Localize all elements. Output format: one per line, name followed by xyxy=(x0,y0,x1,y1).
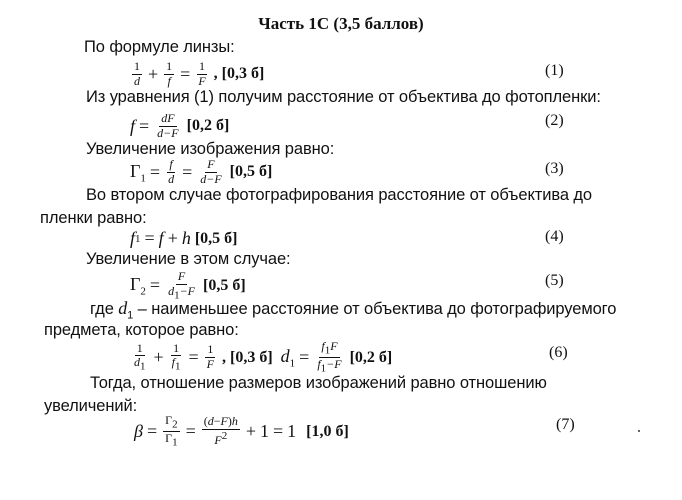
score-5: [0,5 б] xyxy=(203,276,246,294)
equation-6: $\frac{1}{d_1}$ + $\frac{1}{f_1}$ = $\frac{1}{F}$ , [0,3 б] $d_1$ = $\frac{f_1F}{f_1-F}$ [0,2 б] xyxy=(134,339,393,375)
section-title: Часть 1С (3,5 баллов) xyxy=(258,14,424,33)
score-1: , [0,3 б] xyxy=(213,65,265,83)
equation-5: $\Gamma_2$ = $\frac{F}{d_1-F}$ [0,5 б] xyxy=(130,269,246,302)
score-6a: , [0,3 б] xyxy=(222,348,273,366)
text-line-9: Тогда, отношение размеров изображений равно отношению xyxy=(90,374,547,392)
eq-number-5: (5) xyxy=(545,272,564,289)
eq-number-4: (4) xyxy=(545,228,564,245)
equation-3: $\Gamma_1$ = $\frac{f}{d}$ = $\frac{F}{d-F}$ [0,5 б] xyxy=(130,157,273,186)
text-line-7: где $d_1$ – наименьшее расстояние от объектива до фотографируемого xyxy=(90,298,617,322)
text-line-10: увеличений: xyxy=(44,397,138,415)
score-2: [0,2 б] xyxy=(186,117,230,135)
equation-4: f 1 = f + h [0,5 б] xyxy=(130,228,238,248)
text-line-2: Из уравнения (1) получим расстояние от объектива до фотопленки: xyxy=(86,88,601,106)
text-line-6: Увеличение в этом случае: xyxy=(86,250,291,268)
score-3: [0,5 б] xyxy=(229,163,273,181)
eq-number-6: (6) xyxy=(549,344,568,361)
scan-speck xyxy=(638,430,640,432)
text-line-4: Во втором случае фотографирования расстояние от объектива до xyxy=(86,186,592,204)
equation-2: f = $\frac{dF}{d-F}$ [0,2 б] xyxy=(130,111,230,140)
text-line-1: По формуле линзы: xyxy=(84,38,235,56)
equation-7: β = $\frac{\Gamma_2}{\Gamma_1}$ = $\frac{(d-F)h}{F^2}$ + 1 = 1 [1,0 б] xyxy=(134,413,349,449)
equation-1: $\frac{1}{d}$ + $\frac{1}{f}$ = $\frac{1}{F}$ , [0,3 б] xyxy=(134,59,265,88)
eq-number-2: (2) xyxy=(545,112,564,129)
eq-number-1: (1) xyxy=(545,62,564,79)
score-4: [0,5 б] xyxy=(194,229,238,247)
text-line-8: предмета, которое равно: xyxy=(44,321,239,339)
eq-number-7: (7) xyxy=(556,416,575,433)
text-line-3: Увеличение изображения равно: xyxy=(86,140,335,158)
eq-number-3: (3) xyxy=(545,160,564,177)
text-line-5: пленки равно: xyxy=(40,209,147,227)
score-7: [1,0 б] xyxy=(306,422,349,440)
score-6b: [0,2 б] xyxy=(349,348,393,366)
